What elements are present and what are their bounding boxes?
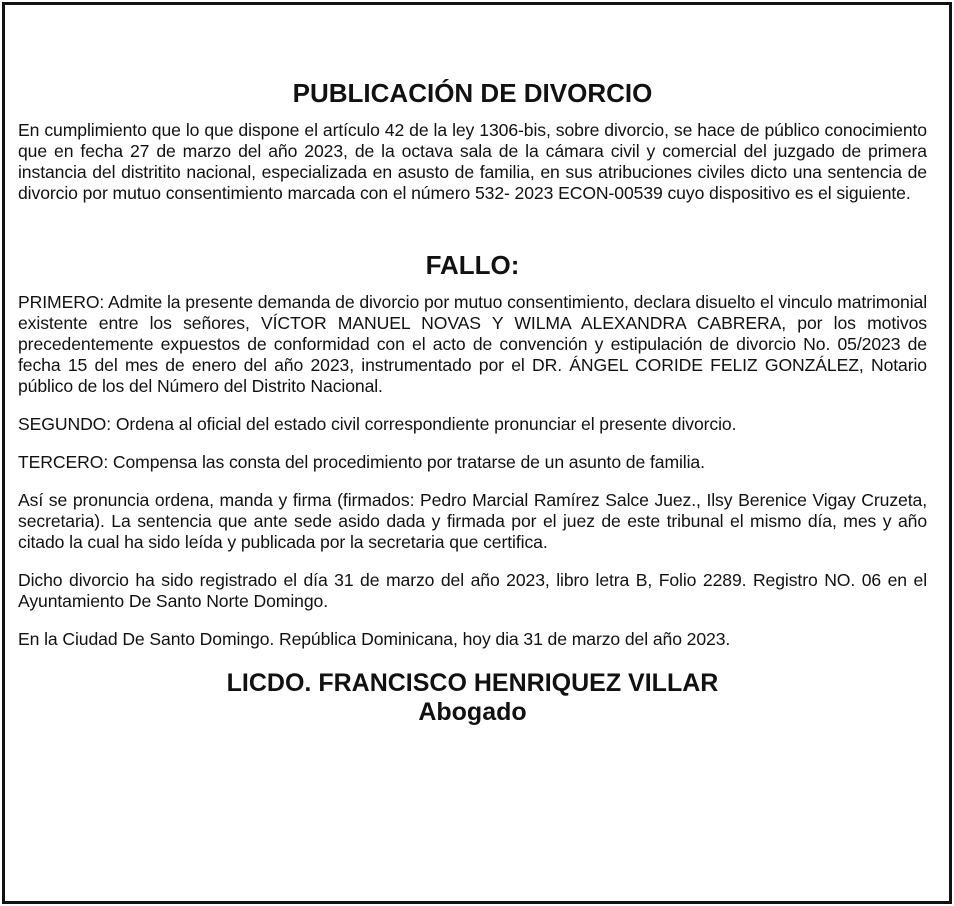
notice-content	[18, 78, 927, 726]
notice-title: PUBLICACIÓN DE DIVORCIO	[292, 78, 653, 108]
spacer	[18, 204, 927, 250]
intro-paragraph: En cumplimiento que lo que dispone el artículo 42 de la ley 1306-bis, sobre divorcio, se hace de público conocimiento que en fecha 27 de marzo del año 2023, de la octava sala de la cámara civil y comercial del juzgado de primera instancia del distritito nacional, especializada en asusto de familia, en sus atribuciones civiles dicto una sentencia de divorcio por mutuo consentimiento marcada con el número 532- 2023 ECON-00539 cuyo dispositivo es el siguiente.	[18, 120, 927, 203]
signatory-role: Abogado	[418, 698, 527, 726]
signatory-name: LICDO. FRANCISCO HENRIQUEZ VILLAR	[226, 669, 719, 697]
registro-paragraph: Dicho divorcio ha sido registrado el día 31 de marzo del año 2023, libro letra B, Folio 2289. Registro NO. 06 en el Ayuntamiento De Santo Norte Domingo.	[18, 570, 927, 611]
spacer	[18, 612, 927, 629]
spacer	[18, 397, 927, 414]
place-date-paragraph: En la Ciudad De Santo Domingo. República Dominicana, hoy dia 31 de marzo del año 2023.	[18, 629, 731, 649]
spacer	[18, 553, 927, 570]
fallo-heading: FALLO:	[425, 250, 520, 280]
pronuncia-paragraph: Así se pronuncia ordena, manda y firma (firmados: Pedro Marcial Ramírez Salce Juez., Ilsy Berenice Vigay Cruzeta, secretaria). La sentencia que ante sede asido dada y firmada por el juez de este tribunal el mismo día, mes y año citado la cual ha sido leída y publicada por la secretaria que certifica.	[18, 490, 927, 552]
spacer	[18, 435, 927, 452]
primero-paragraph: PRIMERO: Admite la presente demanda de divorcio por mutuo consentimiento, declara disuelto el vinculo matrimonial existente entre los señores, VÍCTOR MANUEL NOVAS Y WILMA ALEXANDRA CABRERA, por los motivos precedentemente expuestos de conformidad con el acto de convención y estipulación de divorcio No. 05/2023 de fecha 15 del mes de enero del año 2023, instrumentado por el DR. ÁNGEL CORIDE FELIZ GONZÁLEZ, Notario público de los del Número del Distrito Nacional.	[18, 292, 927, 396]
spacer	[18, 473, 927, 490]
tercero-paragraph: TERCERO: Compensa las consta del procedimiento por tratarse de un asunto de familia.	[18, 452, 705, 472]
segundo-paragraph: SEGUNDO: Ordena al oficial del estado civil correspondiente pronunciar el presente divorcio.	[18, 414, 737, 434]
